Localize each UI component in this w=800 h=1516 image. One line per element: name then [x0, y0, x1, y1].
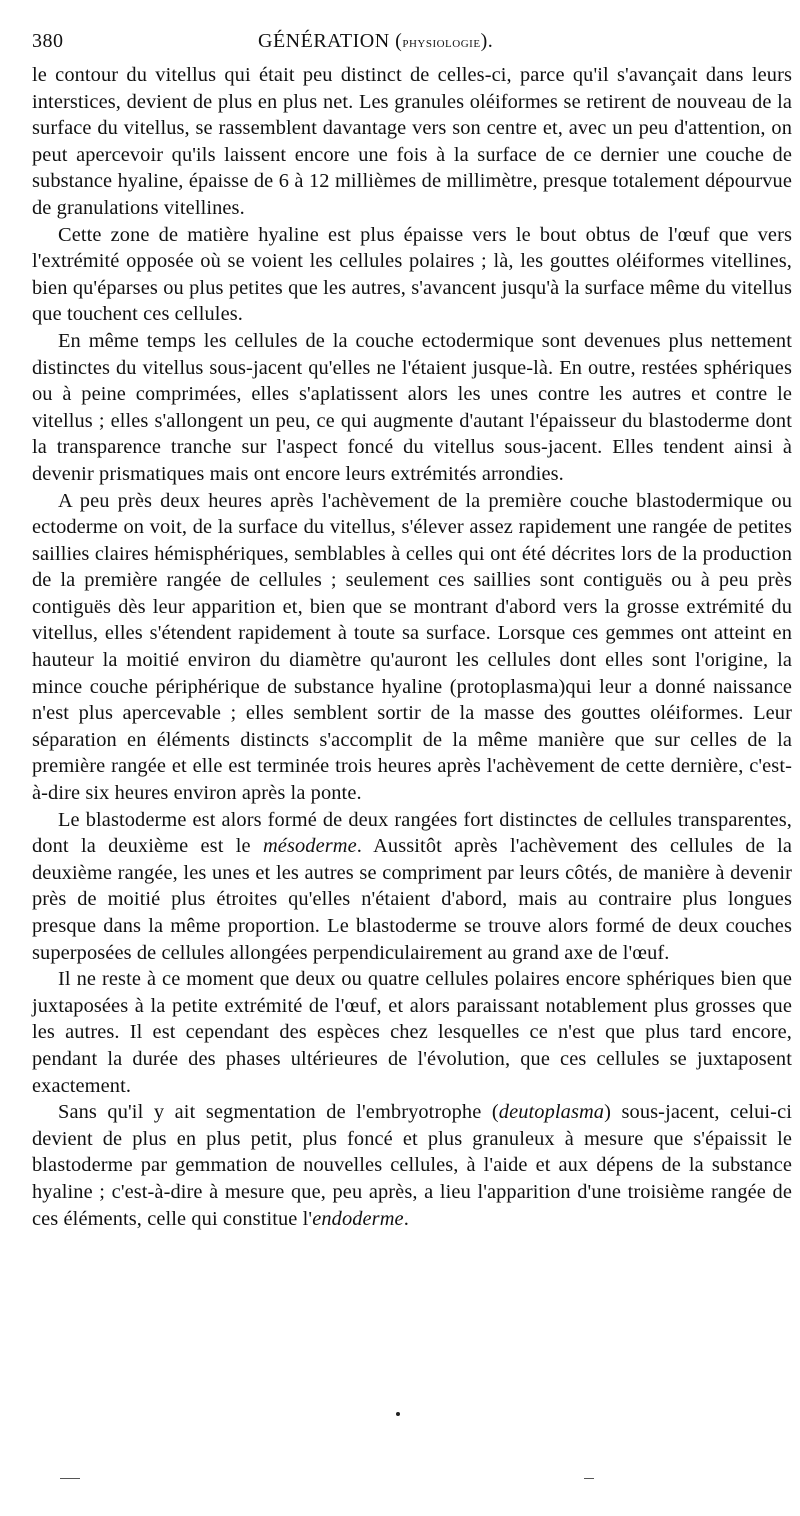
- print-mark-right: [584, 1478, 594, 1479]
- paragraph-7-middle: ) sous-jacent, celui-ci devient de plus en plus petit, plus foncé et plus granuleux à mesure que s'épaissit le blastoderme par gemmation de nouvelles cellules, à l'aide et aux dépens de la substance hyaline ; c'est-à-dire à mesure que, peu après, a lieu l'apparition d'une troisième rangée de ces éléments, celle qui constitue l': [32, 1101, 792, 1230]
- paragraph-5-end: . Aussitôt après l'achèvement des cellules de la deuxième rangée, les unes et les autres se compriment par leurs côtés, de manière à devenir près de moitié plus étroites qu'elles n'étaient d'abord, mais au contraire plus longues presque dans la même proportion. Le blastoderme se trouve alors formé de deux couches superposées de cellules allongées perpendiculairement au grand axe de l'œuf.: [32, 835, 792, 964]
- paragraph-3: En même temps les cellules de la couche ectodermique sont devenues plus nettement distinctes du vitellus sous-jacent qu'elles ne l'étaient jusque-là. En outre, restées sphériques ou à peine comprimées, elles s'aplatissent alors les unes contre les autres et contre le vitellus ; elles s'allongent un peu, ce qui augmente d'autant l'épaisseur du blastoderme dont la transparence tranche sur l'aspect foncé du vitellus sous-jacent. Elles tendent ainsi à devenir prismatiques mais ont encore leurs extrémités arrondies.: [32, 329, 792, 485]
- page: [32, 30, 792, 1232]
- paragraph-5: [32, 807, 792, 967]
- print-speck: [396, 1412, 400, 1416]
- running-title-subject: physiologie: [402, 34, 481, 51]
- running-title: [258, 30, 493, 53]
- term-deutoplasma: deutoplasma: [498, 1101, 605, 1124]
- print-mark-left: [60, 1478, 80, 1479]
- paragraph-7: [32, 1099, 792, 1232]
- paragraph-4: A peu près deux heures après l'achèvement de la première couche blastodermique ou ectoderme on voit, de la surface du vitellus, s'élever assez rapidement une rangée de petites saillies claires hémisphériques, semblables à celles qui ont été décrites lors de la production de la première rangée de cellules ; seulement ces saillies sont contiguës ou à peu près contiguës dès leur apparition et, bien que se montrant d'abord vers la grosse extrémité du vitellus, elles s'étendent rapidement à toute sa surface. Lorsque ces gemmes ont atteint en hauteur la moitié environ du diamètre qu'auront les cellules dont elles sont l'origine, la mince couche périphérique de substance hyaline (protoplasma)qui leur a donné naissance n'est plus apercevable ; elles semblent sortir de la masse des gouttes oléiformes. Leur séparation en éléments distincts s'accomplit de la même manière que sur celles de la première rangée et elle est terminée trois heures après l'achèvement de cette dernière, c'est-à-dire six heures environ après la ponte.: [32, 489, 792, 805]
- paragraph-6: Il ne reste à ce moment que deux ou quatre cellules polaires encore sphériques bien que juxtaposées à la petite extrémité de l'œuf, et alors paraissant notablement plus grosses que les autres. Il est cependant des espèces chez lesquelles ce n'est que plus tard encore, pendant la durée des phases ultérieures de l'évolution, que ces cellules se juxtaposent exactement.: [32, 968, 792, 1097]
- body-text: [32, 62, 792, 1232]
- paragraph-1: le contour du vitellus qui était peu distinct de celles-ci, parce qu'il s'avançait dans leurs interstices, devient de plus en plus net. Les granules oléiformes se retirent de nouveau de la surface du vitellus, se rassemblent davantage vers son centre et, avec un peu d'attention, on peut apercevoir qu'ils laissent encore une fois à la surface de ce dernier une couche de substance hyaline, épaisse de 6 à 12 millièmes de millimètre, presque totalement dépourvue de granulations vitellines.: [32, 64, 792, 219]
- paragraph-7-start: Sans qu'il y ait segmentation de l'embryotrophe (: [58, 1101, 499, 1124]
- running-head: [32, 30, 792, 58]
- paragraph-2: Cette zone de matière hyaline est plus épaisse vers le bout obtus de l'œuf que vers l'extrémité opposée où se voient les cellules polaires ; là, les gouttes oléiformes vitellines, bien qu'éparses ou plus petites que les autres, s'avancent jusqu'à la surface même du vitellus que touchent ces cellules.: [32, 223, 792, 326]
- running-title-main: GÉNÉRATION: [258, 30, 390, 52]
- running-title-close: ).: [480, 30, 494, 52]
- running-title-open: (: [389, 30, 403, 52]
- page-number: 380: [32, 30, 64, 52]
- paragraph-5-start: Le blastoderme est alors formé de deux rangées fort distinctes de cellules transparentes, dont la deuxième est le: [32, 808, 792, 858]
- paragraph-7-end: .: [403, 1207, 409, 1230]
- term-mesoderme: mésoderme: [262, 835, 357, 858]
- term-endoderme: endoderme: [312, 1207, 404, 1230]
